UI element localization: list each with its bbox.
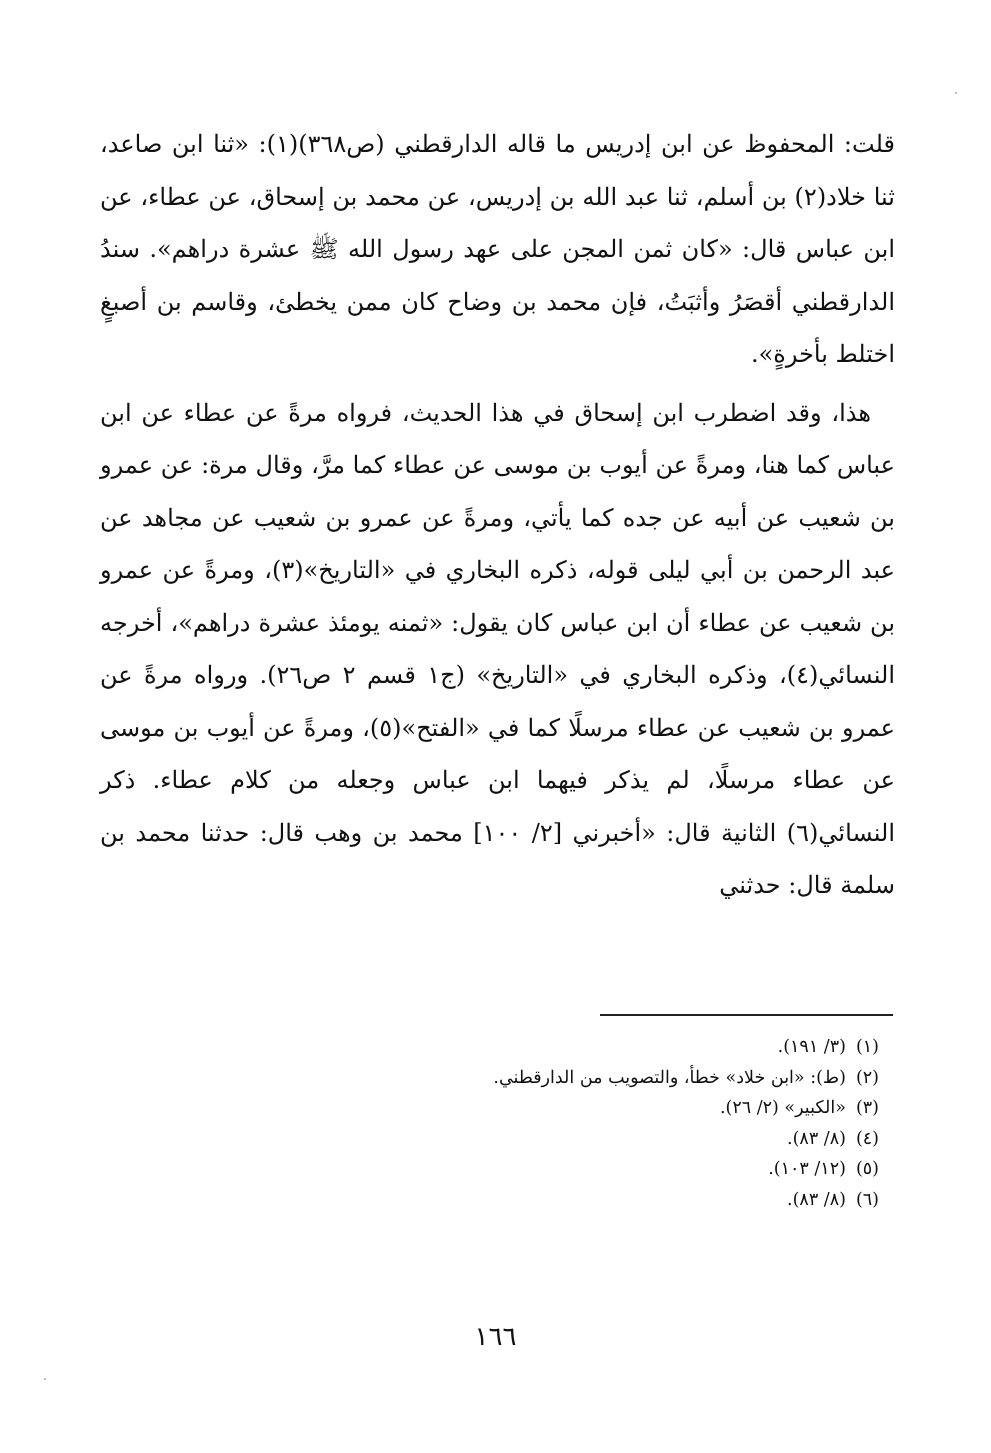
footnote-number: (٣) <box>855 1098 879 1118</box>
scan-mark <box>955 92 957 94</box>
footnote-6 <box>199 1185 879 1216</box>
footnote-text: (٨/ ٨٣). <box>787 1128 846 1149</box>
footnote-2 <box>199 1063 879 1094</box>
footnote-1 <box>199 1032 879 1063</box>
paragraph-2: هذا، وقد اضطرب ابن إسحاق في هذا الحديث، فرواه مرةً عن عطاء عن ابن عباس كما هنا، ومرةً عن أيوب بن موسى عن عطاء كما مرَّ، وقال مرة: عن عمرو بن شعيب عن أبيه عن جده كما يأتي، ومرةً عن عمرو بن شعيب عن مجاهد عن عبد الرحمن بن أبي ليلى قوله، ذكره البخاري في «التاريخ»(٣)، ومرةً عن عمرو بن شعيب عن عطاء أن ابن عباس كان يقول: «ثمنه يومئذ عشرة دراهم»، أخرجه النسائي(٤)، وذكره البخاري في «التاريخ» (ج١ قسم ٢ ص٢٦). ورواه مرةً عن عمرو بن شعيب عن عطاء مرسلًا كما في «الفتح»(٥)، ومرةً عن أيوب بن موسى عن عطاء مرسلًا، لم يذكر فيهما ابن عباس وجعله من كلام عطاء. ذكر النسائي(٦) الثانية قال: «أخبرني [٢/ ١٠٠] محمد بن وهب قال: حدثنا محمد بن سلمة قال: حدثني <box>100 398 896 899</box>
footnote-text: (١٢/ ١٠٣). <box>768 1159 846 1179</box>
page-number: ١٦٦ <box>474 1322 517 1352</box>
main-text <box>100 118 895 912</box>
footnote-number: (٥) <box>855 1159 879 1179</box>
footnote-text: (ط): «ابن خلاد» خطأ، والتصويب من الدارقطني. <box>493 1067 846 1088</box>
footnote-separator <box>600 1014 893 1016</box>
footnote-number: (١) <box>855 1037 879 1057</box>
footnote-text: (٨/ ٨٣). <box>787 1189 846 1210</box>
footnote-text: (٣/ ١٩١). <box>777 1037 846 1057</box>
footnote-text: «الكبير» (٢/ ٢٦). <box>719 1098 846 1118</box>
footnote-number: (٤) <box>855 1128 879 1149</box>
footnotes-list <box>199 1032 879 1215</box>
footnote-4 <box>199 1124 879 1155</box>
footnote-number: (٢) <box>855 1067 879 1088</box>
footnote-5 <box>199 1154 879 1185</box>
paragraph-1: قلت: المحفوظ عن ابن إدريس ما قاله الدارقطني (ص٣٦٨)(١): «ثنا ابن صاعد، ثنا خلاد(٢) بن أسلم، ثنا عبد الله بن إدريس، عن محمد بن إسحاق، عن عطاء، عن ابن عباس قال: «كان ثمن المجن على عهد رسول الله ﷺ عشرة دراهم». سندُ الدارقطني أقصَرُ وأثبَتُ، فإن محمد بن وضاح كان ممن يخطئ، وقاسم بن أصبغٍ اختلط بأخرةٍ». <box>100 130 895 368</box>
footnote-3 <box>199 1093 879 1124</box>
footnote-number: (٦) <box>855 1189 879 1210</box>
scan-mark <box>44 1378 46 1380</box>
